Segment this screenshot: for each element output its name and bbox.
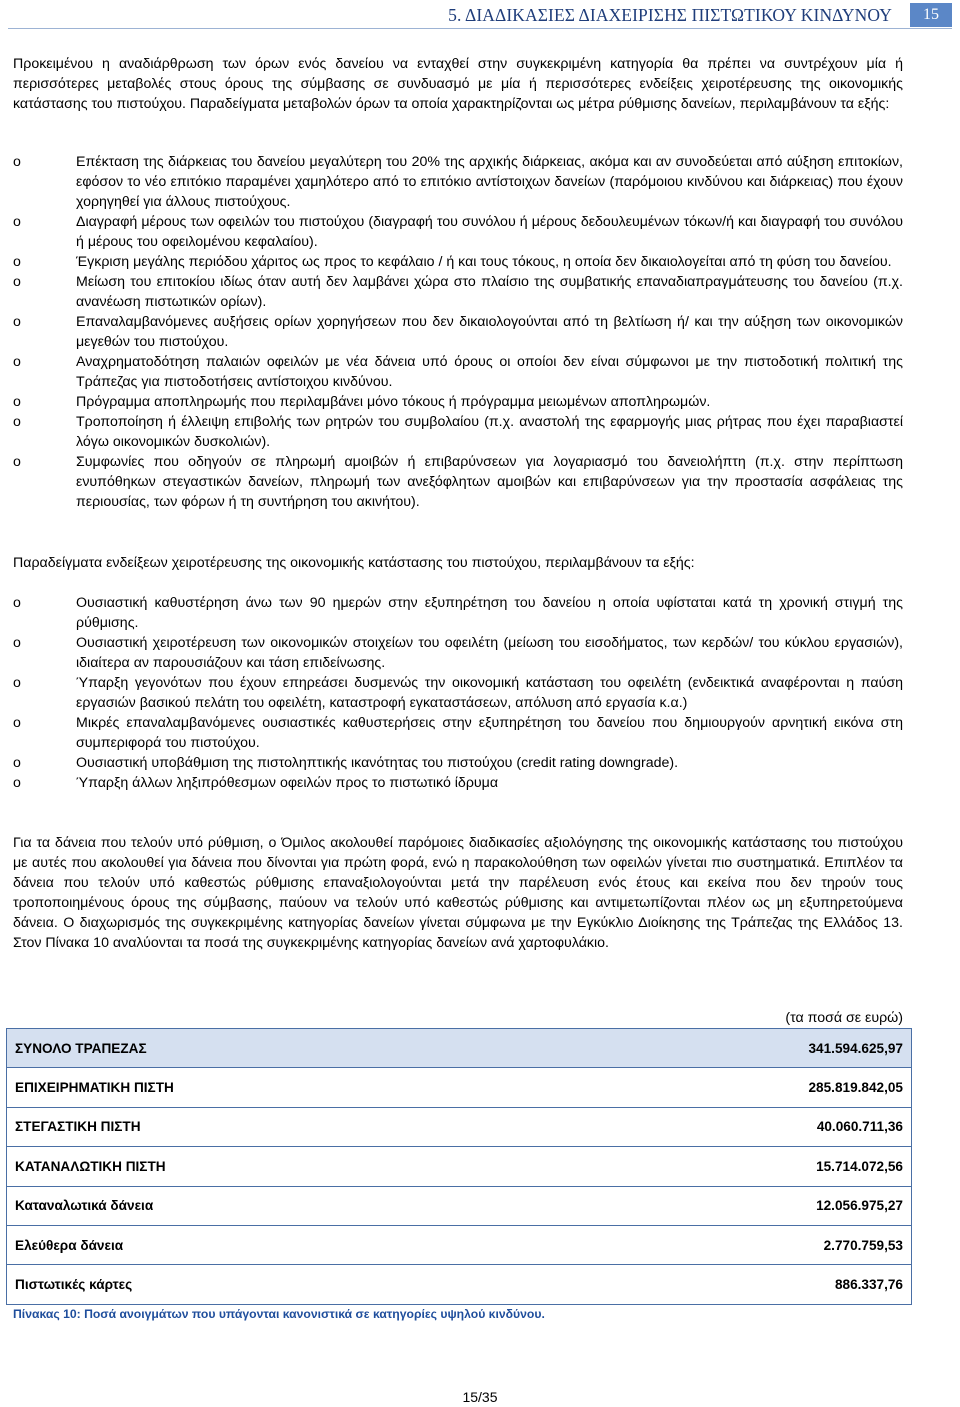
page-header bbox=[0, 0, 960, 30]
deterioration-examples-section bbox=[13, 593, 903, 793]
row-value: 40.060.711,36 bbox=[561, 1107, 912, 1146]
closing-paragraph: Για τα δάνεια που τελούν υπό ρύθμιση, ο Όμιλος ακολουθεί παρόμοιες διαδικασίες αξιολόγησης της οικονομικής κατάστασης του πιστούχου με αυτές που ακολουθεί για δάνεια που δίνονται για πρώτη φορά, ενώ η παρακολούθηση των οφειλών γίνεται πιο συστηματικά. Επιπλέον τα δάνεια που τελούν υπό καθεστώς ρύθμισης επαναξιολογούνται μετά την παρέλευση ενός έτους και εκείνα που δεν τηρούν τους τροποποιημένους όρους της σύμβασης, παύουν να τελούν υπό καθεστώς ρύθμισης και αντιμετωπίζονται πλέον ως μη εξυπηρετούμενα δάνεια. Ο διαχωρισμός της συγκεκριμένης κατηγορίας δανείων γίνεται σύμφωνα με την Εγκύκλιο Διοίκησης της Τράπεζας της Ελλάδος 13. Στον Πίνακα 10 αναλύονται τα ποσά της συγκεκριμένης κατηγορίας δανείων ανά χαρτοφυλάκιο. bbox=[13, 835, 903, 951]
list-item-text: Επαναλαμβανόμενες αυξήσεις ορίων χορηγήσεων που δεν δικαιολογούνται από τη βελτίωση ή/ και την αύξηση των οικονομικών μεγεθών του πιστούχου. bbox=[76, 314, 903, 350]
deterioration-example-item bbox=[13, 753, 903, 773]
table-row bbox=[7, 1225, 912, 1264]
bullet-marker: o bbox=[13, 154, 21, 170]
bullet-marker: o bbox=[13, 595, 21, 611]
list-item-text: Επέκταση της διάρκειας του δανείου μεγαλύτερη του 20% της αρχικής διάρκειας, ακόμα και αν συνοδεύεται από αύξηση επιτοκίων, εφόσον το νέο επιτόκιο παραμένει χαμηλότερο από το επιτόκιο αντίστοιχων δανείων (παρόμοιου κινδύνου και διάρκειας) που έχουν χορηγηθεί για άλλους πιστούχους. bbox=[76, 154, 903, 210]
list-item-text: Συμφωνίες που οδηγούν σε πληρωμή αμοιβών ή επιβαρύνσεων για λογαριασμό του δανειολήπτη (π.χ. στην περίπτωση ενυπόθηκων στεγαστικών δανείων, πληρωμή των ανεξόφλητων αμοιβών και επιβαρύνσεων για την προστασία ασφάλειας της περιουσίας, των φόρων ή τη συντήρηση του ακινήτου). bbox=[76, 454, 903, 510]
deterioration-example-item bbox=[13, 773, 903, 793]
modification-examples-list bbox=[13, 152, 903, 512]
table-row bbox=[7, 1107, 912, 1146]
page-footer: 15/35 bbox=[462, 1389, 498, 1405]
modification-examples-section bbox=[13, 152, 903, 512]
deterioration-section bbox=[13, 553, 903, 573]
row-label: ΚΑΤΑΝΑΛΩΤΙΚΗ ΠΙΣΤΗ bbox=[7, 1147, 561, 1186]
list-item-text: Μικρές επαναλαμβανόμενες ουσιαστικές καθυστερήσεις στην εξυπηρέτηση του δανείου που δημιουργούν αρνητική εικόνα στη συμπεριφορά του πιστούχου. bbox=[76, 715, 903, 751]
bullet-marker: o bbox=[13, 214, 21, 230]
list-item-text: Ύπαρξη άλλων ληξιπρόθεσμων οφειλών προς το πιστωτικό ίδρυμα bbox=[76, 775, 499, 791]
list-item-text: Έγκριση μεγάλης περιόδου χάριτος ως προς το κεφάλαιο / ή και τους τόκους, η οποία δεν δικαιολογείται από τη φύση του δανείου. bbox=[76, 254, 892, 270]
list-item-text: Μείωση του επιτοκίου ιδίως όταν αυτή δεν λαμβάνει χώρα στο πλαίσιο της συμβατικής επαναδιαπραγμάτευσης του δανείου (π.χ. ανανέωση πιστωτικών ορίων). bbox=[76, 274, 903, 310]
list-item-text: Ουσιαστική χειροτέρευση των οικονομικών στοιχείων του οφειλέτη (μείωση του εισοδήματος, των κερδών/ του κύκλου εργασιών), ιδιαίτερα αν παρουσιάζουν και τάση επιδείνωσης. bbox=[76, 635, 903, 671]
deterioration-examples-list bbox=[13, 593, 903, 793]
bullet-marker: o bbox=[13, 274, 21, 290]
modification-example-item bbox=[13, 152, 903, 212]
modification-example-item bbox=[13, 212, 903, 252]
bullet-marker: o bbox=[13, 254, 21, 270]
list-item-text: Τροποποίηση ή έλλειψη επιβολής των ρητρών του συμβολαίου (π.χ. αναστολή της εφαρμογής μιας ρήτρας που έχει παραβιαστεί λόγω οικονομικών δυσκολιών). bbox=[76, 414, 903, 450]
modification-example-item bbox=[13, 312, 903, 352]
bullet-marker: o bbox=[13, 394, 21, 410]
deterioration-example-item bbox=[13, 673, 903, 713]
row-value: 12.056.975,27 bbox=[561, 1186, 912, 1225]
list-item-text: Πρόγραμμα αποπληρωμής που περιλαμβάνει μόνο τόκους ή πρόγραμμα μειωμένων αποπληρωμών. bbox=[76, 394, 711, 410]
bullet-marker: o bbox=[13, 635, 21, 651]
deterioration-example-item bbox=[13, 633, 903, 673]
list-item-text: Ουσιαστική υποβάθμιση της πιστοληπτικής ικανότητας του πιστούχου (credit rating downgrade). bbox=[76, 755, 679, 771]
deterioration-example-item bbox=[13, 593, 903, 633]
modification-example-item bbox=[13, 252, 903, 272]
row-label: Ελεύθερα δάνεια bbox=[7, 1225, 561, 1264]
intro-paragraph: Προκειμένου η αναδιάρθρωση των όρων ενός δανείου να ενταχθεί στην συγκεκριμένη κατηγορία θα πρέπει να συντρέχουν μία ή περισσότερες μεταβολές στους όρους της σύμβασης σε συνδυασμό με μία ή περισσότερες ενδείξεις χειροτέρευσης της οικονομικής κατάστασης του πιστούχου. Παραδείγματα μεταβολών όρων τα οποία χαρακτηρίζονται ως μέτρα ρύθμισης δανείων, περιλαμβάνουν τα εξής: bbox=[13, 56, 903, 112]
row-label: Πιστωτικές κάρτες bbox=[7, 1265, 561, 1304]
table-caption: Πίνακας 10: Ποσά ανοιγμάτων που υπάγονται κανονιστικά σε κατηγορίες υψηλού κινδύνου. bbox=[13, 1307, 545, 1321]
row-value: 285.819.842,05 bbox=[561, 1068, 912, 1107]
table-row bbox=[7, 1186, 912, 1225]
row-value: 341.594.625,97 bbox=[561, 1029, 912, 1068]
list-item-text: Διαγραφή μέρους των οφειλών του πιστούχου (διαγραφή του συνόλου ή μέρους δεδουλευμένων τόκων/ή και διαγραφή του συνόλου ή μέρους του οφειλομένου κεφαλαίου). bbox=[76, 214, 903, 250]
list-item-text: Ύπαρξη γεγονότων που έχουν επηρεάσει δυσμενώς την οικονομική κατάσταση του οφειλέτη (ενδεικτικά αναφέρονται η παύση εργασιών βασικού πελάτη του οφειλέτη, καταστροφή εγκαταστάσεων, απόλυση από εργασία κ.α.) bbox=[76, 675, 903, 711]
bullet-marker: o bbox=[13, 314, 21, 330]
intro-section bbox=[13, 54, 903, 114]
deterioration-intro: Παραδείγματα ενδείξεων χειροτέρευσης της οικονομικής κατάστασης του πιστούχου, περιλαμβάνουν τα εξής: bbox=[13, 555, 695, 571]
row-value: 15.714.072,56 bbox=[561, 1147, 912, 1186]
row-label: ΣΥΝΟΛΟ ΤΡΑΠΕΖΑΣ bbox=[7, 1029, 561, 1068]
table-row bbox=[7, 1265, 912, 1304]
row-value: 2.770.759,53 bbox=[561, 1225, 912, 1264]
bullet-marker: o bbox=[13, 715, 21, 731]
table-row bbox=[7, 1147, 912, 1186]
modification-example-item bbox=[13, 412, 903, 452]
modification-example-item bbox=[13, 392, 903, 412]
table-row bbox=[7, 1068, 912, 1107]
modification-example-item bbox=[13, 452, 903, 512]
currency-note: (τα ποσά σε ευρώ) bbox=[785, 1010, 903, 1026]
modification-example-item bbox=[13, 352, 903, 392]
bullet-marker: o bbox=[13, 775, 21, 791]
row-label: Καταναλωτικά δάνεια bbox=[7, 1186, 561, 1225]
row-value: 886.337,76 bbox=[561, 1265, 912, 1304]
list-item-text: Αναχρηματοδότηση παλαιών οφειλών με νέα δάνεια υπό όρους οι οποίοι δεν είναι σύμφωνοι με την πιστοδοτική πολιτική της Τράπεζας για πιστοδοτήσεις αντίστοιχου κινδύνου. bbox=[76, 354, 903, 390]
section-title: 5. ΔΙΑΔΙΚΑΣΙΕΣ ΔΙΑΧΕΙΡΙΣΗΣ ΠΙΣΤΩΤΙΚΟΥ ΚΙΝΔΥΝΟΥ bbox=[448, 5, 892, 25]
closing-section bbox=[13, 833, 903, 953]
bullet-marker: o bbox=[13, 454, 21, 470]
table-row bbox=[7, 1029, 912, 1068]
bullet-marker: o bbox=[13, 675, 21, 691]
bullet-marker: o bbox=[13, 354, 21, 370]
bullet-marker: o bbox=[13, 414, 21, 430]
amounts-table bbox=[6, 1028, 912, 1305]
deterioration-example-item bbox=[13, 713, 903, 753]
page-number-badge: 15 bbox=[910, 3, 952, 27]
header-divider bbox=[8, 28, 952, 29]
modification-example-item bbox=[13, 272, 903, 312]
row-label: ΕΠΙΧΕΙΡΗΜΑΤΙΚΗ ΠΙΣΤΗ bbox=[7, 1068, 561, 1107]
row-label: ΣΤΕΓΑΣΤΙΚΗ ΠΙΣΤΗ bbox=[7, 1107, 561, 1146]
bullet-marker: o bbox=[13, 755, 21, 771]
list-item-text: Ουσιαστική καθυστέρηση άνω των 90 ημερών στην εξυπηρέτηση του δανείου η οποία υφίσταται κατά τη χρονική στιγμή της ρύθμισης. bbox=[76, 595, 903, 631]
